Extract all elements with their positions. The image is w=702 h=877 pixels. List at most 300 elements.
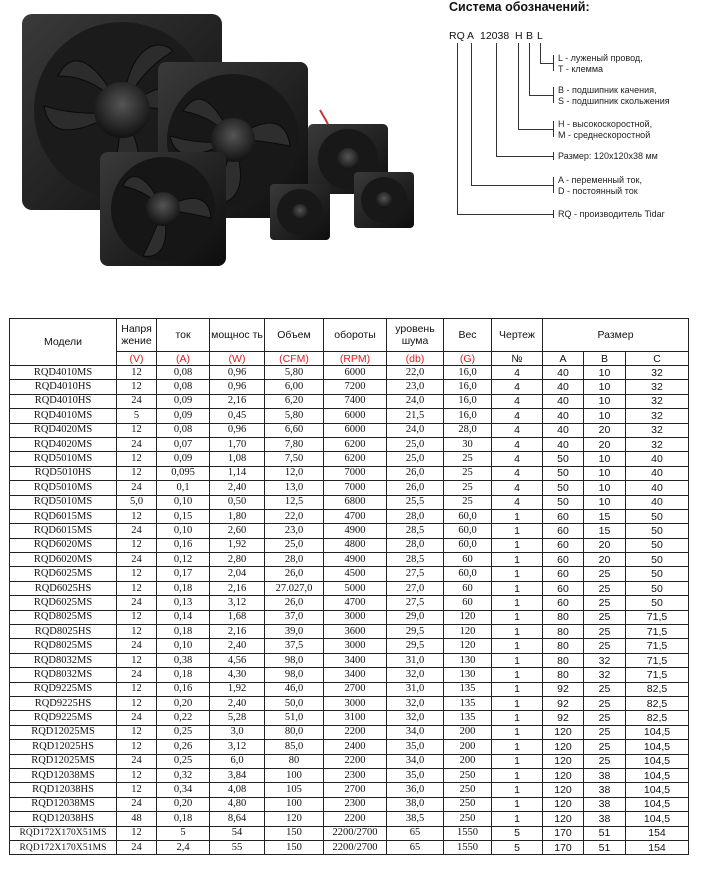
cell-power: 1,68 <box>210 610 265 624</box>
cell-size-c: 82,5 <box>626 682 689 696</box>
cell-rpm: 6200 <box>324 452 387 466</box>
table-row <box>10 495 689 509</box>
cell-voltage: 24 <box>117 394 157 408</box>
cell-power: 4,56 <box>210 653 265 667</box>
cell-size-b: 25 <box>584 682 626 696</box>
cell-drawing: 4 <box>492 366 543 380</box>
cell-rpm: 2200 <box>324 725 387 739</box>
table-row <box>10 394 689 408</box>
cell-power: 8,64 <box>210 812 265 826</box>
cell-current: 5 <box>157 826 210 840</box>
table-row <box>10 452 689 466</box>
table-row <box>10 610 689 624</box>
cell-size-a: 40 <box>543 409 584 423</box>
designation-legend <box>440 0 702 230</box>
cell-drawing: 1 <box>492 768 543 782</box>
cell-weight: 60 <box>444 596 492 610</box>
cell-noise: 35,0 <box>387 740 444 754</box>
cell-size-b: 25 <box>584 711 626 725</box>
cell-volume: 7,50 <box>265 452 324 466</box>
cell-size-b: 25 <box>584 596 626 610</box>
cell-noise: 25,5 <box>387 495 444 509</box>
cell-size-a: 92 <box>543 711 584 725</box>
cell-size-b: 25 <box>584 639 626 653</box>
fan-product-photo <box>8 6 428 268</box>
cell-size-a: 40 <box>543 423 584 437</box>
cell-weight: 200 <box>444 740 492 754</box>
header-voltage: Напря жение <box>117 319 157 352</box>
cell-size-a: 120 <box>543 812 584 826</box>
cell-rpm: 2200/2700 <box>324 826 387 840</box>
cell-rpm: 4900 <box>324 553 387 567</box>
cell-rpm: 5000 <box>324 581 387 595</box>
cell-volume: 100 <box>265 797 324 811</box>
unit-voltage: (V) <box>117 352 157 366</box>
cell-voltage: 12 <box>117 783 157 797</box>
table-row <box>10 553 689 567</box>
cell-model: RQD8025MS <box>10 610 117 624</box>
cell-model: RQD172X170X51MS <box>10 840 117 854</box>
cell-drawing: 1 <box>492 754 543 768</box>
cell-weight: 16,0 <box>444 394 492 408</box>
unit-drawing: № <box>492 352 543 366</box>
cell-rpm: 6800 <box>324 495 387 509</box>
legend-speed: H - высокоскоростной, M - среднескоростной <box>558 119 653 140</box>
cell-size-a: 120 <box>543 725 584 739</box>
cell-current: 0,32 <box>157 768 210 782</box>
cell-size-c: 50 <box>626 524 689 538</box>
cell-current: 0,20 <box>157 696 210 710</box>
cell-drawing: 1 <box>492 509 543 523</box>
cell-weight: 25 <box>444 495 492 509</box>
cell-size-c: 104,5 <box>626 754 689 768</box>
cell-volume: 100 <box>265 768 324 782</box>
cell-size-b: 20 <box>584 437 626 451</box>
cell-power: 2,16 <box>210 394 265 408</box>
cell-size-c: 40 <box>626 466 689 480</box>
cell-voltage: 5 <box>117 409 157 423</box>
cell-volume: 12,0 <box>265 466 324 480</box>
legend-manufacturer: RQ - производитель Tidar <box>558 209 665 219</box>
cell-voltage: 12 <box>117 380 157 394</box>
legend-bearing: B - подшипник качения, S - подшипник скольжения <box>558 85 670 106</box>
cell-power: 2,16 <box>210 581 265 595</box>
cell-weight: 120 <box>444 625 492 639</box>
cell-volume: 5,80 <box>265 366 324 380</box>
cell-size-c: 32 <box>626 409 689 423</box>
cell-voltage: 12 <box>117 740 157 754</box>
cell-model: RQD12025MS <box>10 725 117 739</box>
cell-size-c: 71,5 <box>626 639 689 653</box>
cell-power: 1,70 <box>210 437 265 451</box>
cell-model: RQD9225MS <box>10 711 117 725</box>
cell-noise: 32,0 <box>387 668 444 682</box>
cell-volume: 25,0 <box>265 538 324 552</box>
cell-size-c: 104,5 <box>626 740 689 754</box>
cell-size-c: 50 <box>626 567 689 581</box>
cell-noise: 38,0 <box>387 797 444 811</box>
cell-size-a: 120 <box>543 797 584 811</box>
cell-voltage: 12 <box>117 466 157 480</box>
cell-size-a: 92 <box>543 682 584 696</box>
cell-weight: 60 <box>444 581 492 595</box>
cell-volume: 6,00 <box>265 380 324 394</box>
cell-rpm: 2300 <box>324 768 387 782</box>
cell-rpm: 6000 <box>324 409 387 423</box>
table-row <box>10 696 689 710</box>
cell-current: 0,10 <box>157 639 210 653</box>
table-row <box>10 725 689 739</box>
cell-drawing: 4 <box>492 380 543 394</box>
cell-noise: 29,0 <box>387 610 444 624</box>
cell-size-c: 32 <box>626 366 689 380</box>
cell-weight: 120 <box>444 610 492 624</box>
table-row <box>10 524 689 538</box>
cell-size-c: 71,5 <box>626 653 689 667</box>
cell-model: RQD4020MS <box>10 437 117 451</box>
cell-volume: 5,80 <box>265 409 324 423</box>
cell-rpm: 7000 <box>324 466 387 480</box>
cell-current: 2,4 <box>157 840 210 854</box>
cell-weight: 1550 <box>444 826 492 840</box>
cell-rpm: 7200 <box>324 380 387 394</box>
cell-drawing: 1 <box>492 524 543 538</box>
cell-weight: 250 <box>444 812 492 826</box>
table-row <box>10 567 689 581</box>
cell-current: 0,22 <box>157 711 210 725</box>
cell-drawing: 1 <box>492 610 543 624</box>
cell-weight: 250 <box>444 783 492 797</box>
cell-size-b: 10 <box>584 452 626 466</box>
cell-weight: 30 <box>444 437 492 451</box>
cell-size-c: 104,5 <box>626 768 689 782</box>
cell-model: RQD6025MS <box>10 567 117 581</box>
cell-power: 2,40 <box>210 696 265 710</box>
header-noise: уровень шума <box>387 319 444 352</box>
cell-size-a: 60 <box>543 553 584 567</box>
table-row <box>10 754 689 768</box>
cell-size-a: 120 <box>543 768 584 782</box>
cell-current: 0,12 <box>157 553 210 567</box>
table-row <box>10 437 689 451</box>
cell-drawing: 1 <box>492 740 543 754</box>
cell-voltage: 12 <box>117 696 157 710</box>
cell-size-c: 154 <box>626 826 689 840</box>
cell-volume: 80 <box>265 754 324 768</box>
cell-size-b: 38 <box>584 812 626 826</box>
cell-power: 2,40 <box>210 481 265 495</box>
cell-voltage: 12 <box>117 452 157 466</box>
cell-drawing: 1 <box>492 553 543 567</box>
cell-size-c: 104,5 <box>626 783 689 797</box>
cell-power: 2,04 <box>210 567 265 581</box>
cell-rpm: 2400 <box>324 740 387 754</box>
cell-power: 54 <box>210 826 265 840</box>
cell-size-a: 80 <box>543 639 584 653</box>
cell-drawing: 1 <box>492 653 543 667</box>
cell-voltage: 12 <box>117 768 157 782</box>
cell-rpm: 2200 <box>324 812 387 826</box>
cell-current: 0,08 <box>157 380 210 394</box>
cell-drawing: 4 <box>492 409 543 423</box>
cell-noise: 22,0 <box>387 366 444 380</box>
cell-model: RQD6015MS <box>10 524 117 538</box>
cell-volume: 26,0 <box>265 596 324 610</box>
cell-model: RQD6015MS <box>10 509 117 523</box>
cell-size-a: 92 <box>543 696 584 710</box>
cell-size-a: 60 <box>543 581 584 595</box>
cell-size-c: 154 <box>626 840 689 854</box>
cell-size-b: 25 <box>584 581 626 595</box>
cell-model: RQD5010MS <box>10 495 117 509</box>
cell-size-b: 25 <box>584 610 626 624</box>
cell-power: 5,28 <box>210 711 265 725</box>
cell-drawing: 5 <box>492 826 543 840</box>
cell-size-a: 80 <box>543 653 584 667</box>
cell-power: 2,40 <box>210 639 265 653</box>
header-drawing: Чертеж <box>492 319 543 352</box>
cell-voltage: 12 <box>117 725 157 739</box>
cell-current: 0,25 <box>157 754 210 768</box>
cell-size-a: 60 <box>543 524 584 538</box>
cell-current: 0,08 <box>157 423 210 437</box>
cell-size-c: 50 <box>626 596 689 610</box>
spec-table-body <box>10 366 689 855</box>
cell-weight: 60,0 <box>444 538 492 552</box>
cell-rpm: 7000 <box>324 481 387 495</box>
cell-rpm: 4800 <box>324 538 387 552</box>
cell-size-a: 40 <box>543 437 584 451</box>
cell-size-b: 20 <box>584 538 626 552</box>
fan-front <box>100 152 226 266</box>
fan-spec-table <box>9 318 689 855</box>
header-model: Модели <box>10 319 117 366</box>
table-row <box>10 639 689 653</box>
header-volume: Объем <box>265 319 324 352</box>
cell-size-c: 32 <box>626 394 689 408</box>
code-part-lead: L <box>537 30 543 42</box>
cell-voltage: 12 <box>117 538 157 552</box>
cell-rpm: 2700 <box>324 682 387 696</box>
cell-current: 0,13 <box>157 596 210 610</box>
cell-drawing: 4 <box>492 495 543 509</box>
cell-noise: 35,0 <box>387 768 444 782</box>
cell-size-a: 40 <box>543 366 584 380</box>
legend-current: A - переменный ток, D - постоянный ток <box>558 175 642 196</box>
table-row <box>10 625 689 639</box>
cell-size-a: 40 <box>543 394 584 408</box>
cell-size-c: 50 <box>626 509 689 523</box>
cell-size-a: 40 <box>543 380 584 394</box>
cell-size-a: 120 <box>543 754 584 768</box>
table-row <box>10 783 689 797</box>
cell-noise: 34,0 <box>387 754 444 768</box>
cell-model: RQD4010HS <box>10 394 117 408</box>
table-row <box>10 740 689 754</box>
cell-model: RQD172X170X51MS <box>10 826 117 840</box>
cell-voltage: 12 <box>117 509 157 523</box>
cell-noise: 23,0 <box>387 380 444 394</box>
cell-drawing: 1 <box>492 812 543 826</box>
cell-drawing: 1 <box>492 696 543 710</box>
cell-volume: 27.027,0 <box>265 581 324 595</box>
cell-rpm: 4900 <box>324 524 387 538</box>
cell-power: 6,0 <box>210 754 265 768</box>
cell-drawing: 1 <box>492 596 543 610</box>
table-row <box>10 797 689 811</box>
code-part-speed: H <box>515 30 523 42</box>
cell-drawing: 4 <box>492 423 543 437</box>
cell-weight: 60,0 <box>444 567 492 581</box>
cell-voltage: 24 <box>117 711 157 725</box>
cell-volume: 46,0 <box>265 682 324 696</box>
cell-volume: 105 <box>265 783 324 797</box>
cell-size-b: 32 <box>584 668 626 682</box>
cell-size-a: 50 <box>543 495 584 509</box>
cell-weight: 1550 <box>444 840 492 854</box>
header-power: мощнос ть <box>210 319 265 352</box>
cell-volume: 13,0 <box>265 481 324 495</box>
cell-model: RQD12025HS <box>10 740 117 754</box>
cell-noise: 65 <box>387 826 444 840</box>
cell-noise: 24,0 <box>387 423 444 437</box>
cell-power: 0,50 <box>210 495 265 509</box>
cell-rpm: 3600 <box>324 625 387 639</box>
cell-size-b: 25 <box>584 754 626 768</box>
cell-current: 0,07 <box>157 437 210 451</box>
cell-rpm: 3000 <box>324 610 387 624</box>
cell-size-a: 170 <box>543 840 584 854</box>
cell-voltage: 12 <box>117 581 157 595</box>
cell-weight: 16,0 <box>444 366 492 380</box>
cell-size-c: 104,5 <box>626 812 689 826</box>
cell-drawing: 1 <box>492 668 543 682</box>
cell-noise: 27,5 <box>387 596 444 610</box>
legend-title: Система обозначений: <box>449 0 590 14</box>
cell-model: RQD6025MS <box>10 596 117 610</box>
cell-drawing: 1 <box>492 581 543 595</box>
cell-size-c: 32 <box>626 423 689 437</box>
cell-size-c: 40 <box>626 452 689 466</box>
cell-volume: 50,0 <box>265 696 324 710</box>
code-part-size: 12038 <box>480 30 510 42</box>
cell-drawing: 1 <box>492 639 543 653</box>
cell-volume: 37,0 <box>265 610 324 624</box>
cell-drawing: 1 <box>492 711 543 725</box>
cell-current: 0,095 <box>157 466 210 480</box>
cell-voltage: 24 <box>117 437 157 451</box>
cell-voltage: 24 <box>117 840 157 854</box>
cell-power: 3,12 <box>210 740 265 754</box>
cell-volume: 7,80 <box>265 437 324 451</box>
cell-current: 0,09 <box>157 409 210 423</box>
cell-power: 4,08 <box>210 783 265 797</box>
cell-drawing: 4 <box>492 466 543 480</box>
cell-size-c: 82,5 <box>626 696 689 710</box>
cell-current: 0,16 <box>157 538 210 552</box>
header-size: Размер <box>543 319 689 352</box>
cell-current: 0,15 <box>157 509 210 523</box>
cell-weight: 200 <box>444 725 492 739</box>
unit-c: C <box>626 352 689 366</box>
cell-power: 3,0 <box>210 725 265 739</box>
cell-model: RQD4010MS <box>10 366 117 380</box>
cell-noise: 25,0 <box>387 452 444 466</box>
cell-size-a: 60 <box>543 538 584 552</box>
cell-size-a: 60 <box>543 509 584 523</box>
cell-size-a: 50 <box>543 452 584 466</box>
cell-rpm: 2300 <box>324 797 387 811</box>
cell-noise: 38,5 <box>387 812 444 826</box>
cell-model: RQD12038MS <box>10 797 117 811</box>
cell-volume: 26,0 <box>265 567 324 581</box>
cell-noise: 27,5 <box>387 567 444 581</box>
cell-size-c: 50 <box>626 538 689 552</box>
cell-size-c: 40 <box>626 481 689 495</box>
cell-size-b: 10 <box>584 466 626 480</box>
cell-voltage: 12 <box>117 682 157 696</box>
cell-volume: 80,0 <box>265 725 324 739</box>
cell-volume: 6,60 <box>265 423 324 437</box>
cell-model: RQD8032MS <box>10 668 117 682</box>
fan-small-3 <box>354 172 414 228</box>
unit-rpm: (RPM) <box>324 352 387 366</box>
cell-noise: 28,0 <box>387 538 444 552</box>
cell-volume: 22,0 <box>265 509 324 523</box>
cell-model: RQD6020MS <box>10 538 117 552</box>
cell-power: 2,60 <box>210 524 265 538</box>
cell-size-c: 71,5 <box>626 668 689 682</box>
cell-weight: 16,0 <box>444 409 492 423</box>
unit-current: (A) <box>157 352 210 366</box>
cell-weight: 135 <box>444 682 492 696</box>
cell-noise: 27,0 <box>387 581 444 595</box>
cell-size-c: 104,5 <box>626 725 689 739</box>
table-row <box>10 711 689 725</box>
cell-voltage: 12 <box>117 625 157 639</box>
cell-drawing: 4 <box>492 437 543 451</box>
cell-noise: 29,5 <box>387 639 444 653</box>
cell-size-a: 80 <box>543 610 584 624</box>
cell-power: 2,80 <box>210 553 265 567</box>
cell-drawing: 1 <box>492 567 543 581</box>
cell-weight: 60 <box>444 553 492 567</box>
cell-voltage: 12 <box>117 653 157 667</box>
cell-rpm: 4700 <box>324 509 387 523</box>
unit-a: A <box>543 352 584 366</box>
cell-drawing: 5 <box>492 840 543 854</box>
cell-volume: 51,0 <box>265 711 324 725</box>
unit-power: (W) <box>210 352 265 366</box>
cell-power: 1,80 <box>210 509 265 523</box>
cell-voltage: 12 <box>117 826 157 840</box>
cell-current: 0,26 <box>157 740 210 754</box>
cell-rpm: 6000 <box>324 366 387 380</box>
cell-size-b: 20 <box>584 423 626 437</box>
cell-power: 0,96 <box>210 380 265 394</box>
cell-size-b: 15 <box>584 509 626 523</box>
cell-model: RQD12025MS <box>10 754 117 768</box>
cell-size-a: 60 <box>543 567 584 581</box>
cell-model: RQD8025HS <box>10 625 117 639</box>
cell-model: RQD4010HS <box>10 380 117 394</box>
table-row <box>10 812 689 826</box>
cell-noise: 31,0 <box>387 653 444 667</box>
table-row <box>10 380 689 394</box>
cell-size-b: 32 <box>584 653 626 667</box>
cell-size-b: 38 <box>584 783 626 797</box>
cell-power: 2,16 <box>210 625 265 639</box>
